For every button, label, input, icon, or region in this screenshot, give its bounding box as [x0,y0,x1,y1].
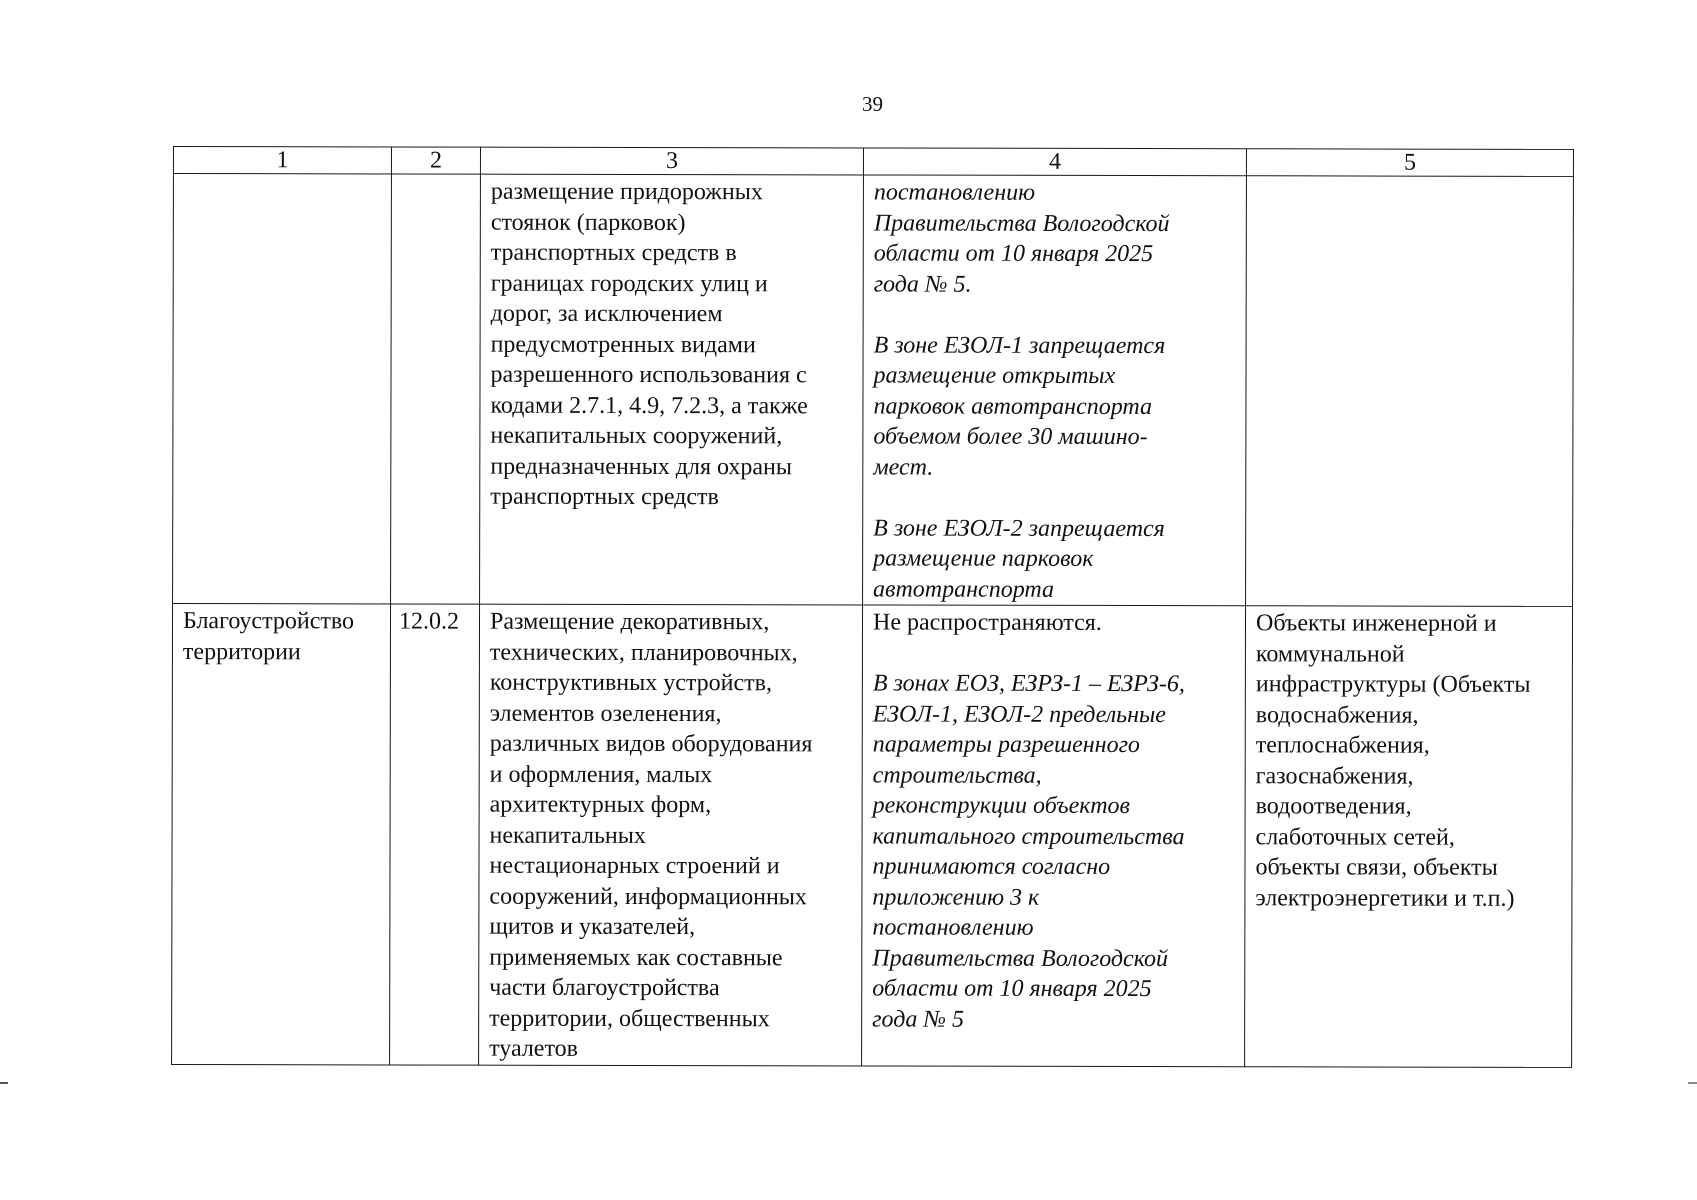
row1-restriction-ezol1: В зоне ЕЗОЛ-1 запрещается размещение открытых парковок автотранспорта объемом более 30 машино- мест. [873,331,1166,481]
row1-col1-cell [173,174,392,604]
table-row [172,604,1573,1067]
table-row [173,174,1574,607]
row2-related-objects: Объекты инженерной и коммунальной инфраструктуры (Объекты водоснабжения, теплоснабжения, газоснабжения, водоотведения, слаботочных сетей, объекты связи, объекты электроэнергетики и т.п.) [1255,610,1531,912]
row1-restriction-ezol2: В зоне ЕЗОЛ-2 запрещается размещение парковок автотранспорта [873,514,1165,603]
row1-description: размещение придорожных стоянок (парковок) транспортных средств в границах городских улиц и дорог, за исключением предусмотренных видами разрешенного использования с кодами 2.7.1, 4.9, 7.2.3, а также некапитальных сооружений, предназначенных для охраны транспортных средств [490,178,808,511]
scan-edge-mark [1688,1082,1697,1084]
header-col-3: 3 [480,147,863,175]
header-col-1: 1 [173,147,391,174]
paragraph-gap [874,299,1238,330]
header-col-2: 2 [391,147,480,174]
zoning-table [171,146,1574,1067]
paragraph-gap [873,482,1237,513]
row2-use-name: Благоустройство территории [182,608,355,665]
row2-col1-cell [172,604,391,1065]
row2-description: Размещение декоративных, технических, планировочных, конструктивных устройств, элементов озеленения, различных видов оборудования и оформления, малых архитектурных форм, некапитальных нестационарных строений и сооружений, информационных щитов и указателей, применяемых как составные части благоустройства территории, общественных туалетов [489,608,813,1062]
header-col-5: 5 [1246,149,1573,177]
page-number: 39 [862,92,883,116]
row1-col3-cell [480,174,864,605]
row2-col2-cell [390,604,480,1065]
row2-col3-cell [479,604,863,1065]
row2-col5-cell [1245,606,1573,1067]
row1-restriction-reference: постановлению Правительства Вологодской области от 10 января 2025 года № 5. [873,179,1170,298]
row2-zone-parameters: В зонах ЕОЗ, ЕЗРЗ-1 – ЕЗРЗ-6, ЕЗОЛ-1, ЕЗОЛ-2 предельные параметры разрешенного строительства, реконструкции объектов капитального строительства принимаются согласно приложению 3 к постановлению Правительства Вологодской области от 10 января 2025 года № 5 [872,670,1185,1033]
scan-edge-mark [0,1082,8,1084]
row2-use-code: 12.0.2 [398,608,460,635]
row1-col2-cell [391,174,481,604]
row1-col5-text [1257,178,1565,179]
row1-col5-cell [1246,176,1574,607]
row1-col4-cell [863,175,1247,606]
row2-col4-cell [862,605,1246,1066]
paragraph-gap [873,638,1237,669]
row2-not-applicable: Не распространяются. [872,609,1102,636]
header-col-4: 4 [863,148,1246,176]
table-header-row [173,147,1573,177]
